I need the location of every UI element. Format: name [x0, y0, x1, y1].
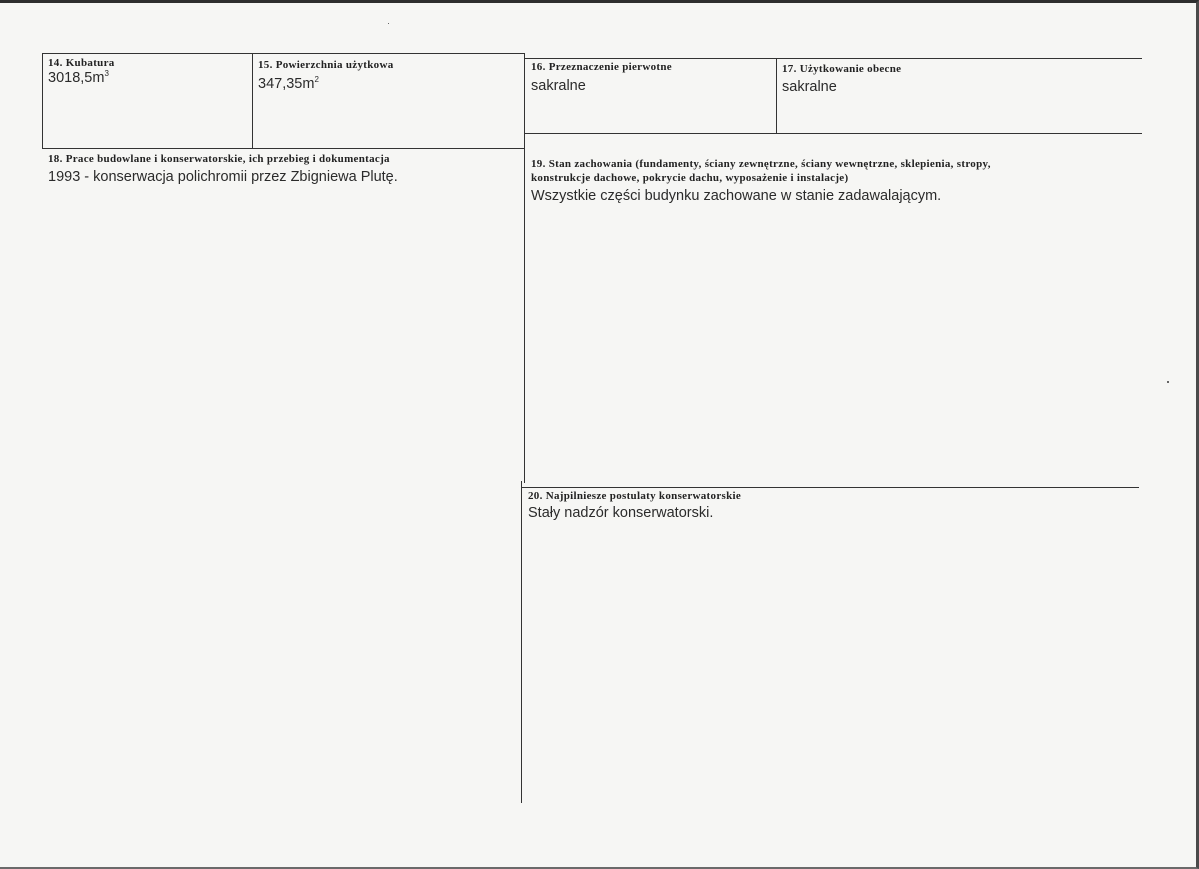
divider-v-left [42, 53, 43, 149]
divider-row2-left [42, 148, 525, 149]
divider-v-15 [252, 53, 253, 149]
powierzchnia-value: $347,35m^2$ [258, 75, 319, 92]
kubatura-value: $3018,5m^3$ [48, 69, 109, 86]
divider-top-right [525, 58, 1142, 59]
scan-speck [388, 23, 389, 24]
powierzchnia-label: 15. Powierzchnia użytkowa [258, 59, 394, 71]
kubatura-label: 14. Kubatura [48, 57, 115, 69]
divider-v-center-top [524, 53, 525, 483]
stan-zachowania-label-line1: 19. Stan zachowania (fundamenty, ściany zewnętrzne, ściany wewnętrzne, sklepienia, stropy, [531, 158, 991, 170]
przeznaczenie-label: 16. Przeznaczenie pierwotne [531, 61, 672, 73]
divider-row3-right [522, 487, 1139, 488]
stan-zachowania-label-line2: konstrukcje dachowe, pokrycie dachu, wyposażenie i instalacje) [531, 172, 849, 184]
postulaty-value: Stały nadzór konserwatorski. [528, 505, 714, 521]
postulaty-label: 20. Najpilniesze postulaty konserwatorskie [528, 490, 742, 502]
divider-v-center-bottom [521, 481, 522, 803]
divider-top-left [42, 53, 525, 54]
prace-value: 1993 - konserwacja polichromii przez Zbigniewa Plutę. [48, 169, 398, 185]
stan-zachowania-value: Wszystkie części budynku zachowane w stanie zadawalającym. [531, 188, 942, 204]
prace-label: 18. Prace budowlane i konserwatorskie, ich przebieg i dokumentacja [48, 153, 390, 165]
przeznaczenie-value: sakralne [531, 78, 586, 94]
uzytkowanie-value: sakralne [782, 79, 837, 95]
divider-row2-right [525, 133, 1142, 134]
uzytkowanie-label: 17. Użytkowanie obecne [782, 63, 902, 75]
divider-v-17 [776, 58, 777, 134]
scan-speck [1167, 381, 1169, 383]
